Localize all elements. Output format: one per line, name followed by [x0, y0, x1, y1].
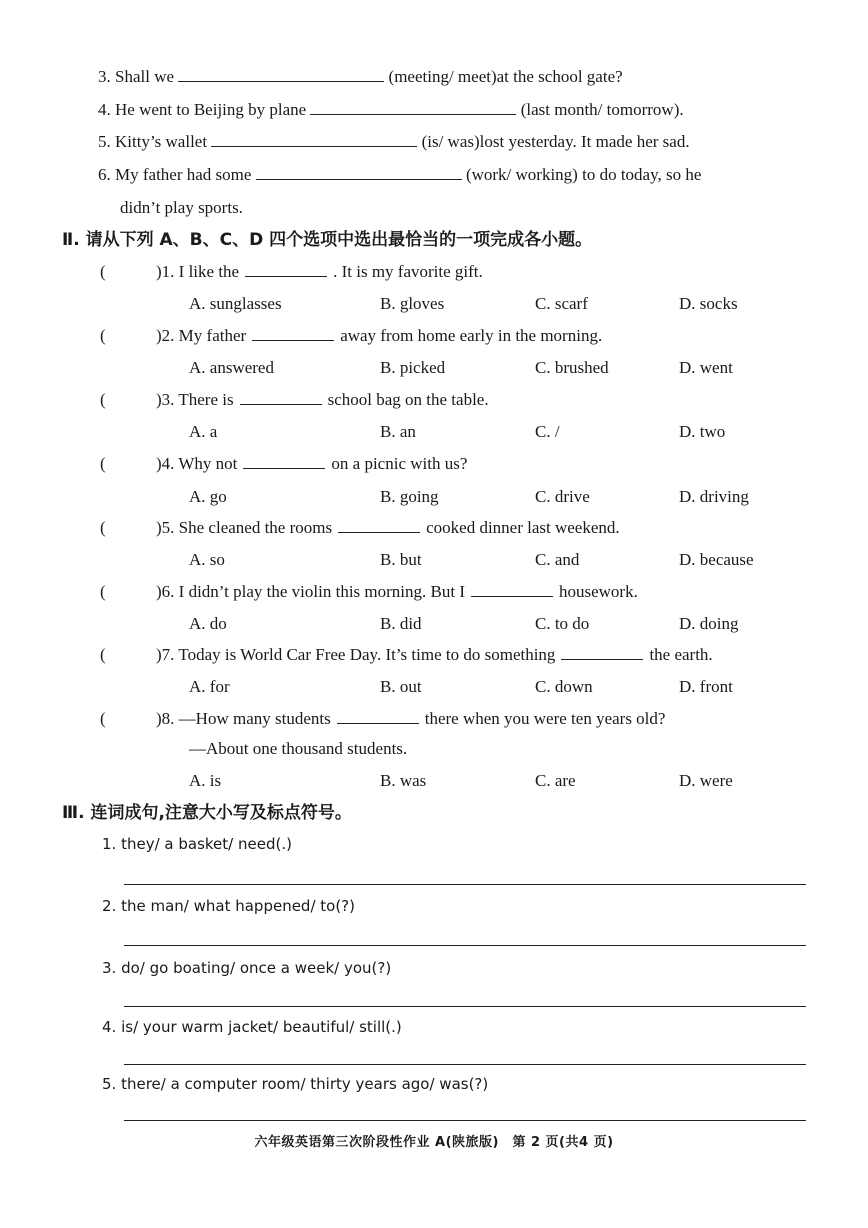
item-number: 4. — [102, 1018, 117, 1036]
answer-blank[interactable] — [178, 67, 384, 82]
answer-paren-close: ) — [156, 390, 162, 409]
option-a: A. is — [189, 771, 222, 790]
option-d: D. two — [679, 422, 726, 441]
question-number: 8. — [161, 709, 175, 728]
answer-box[interactable] — [110, 453, 154, 475]
answer-box[interactable] — [110, 708, 154, 730]
question-text-post: cooked dinner last weekend. — [426, 518, 620, 537]
question-text-post: away from home early in the morning. — [340, 326, 603, 345]
fill-item-5: 5. Kitty’s wallet (is/ was)lost yesterday. It made her sad. — [98, 132, 690, 151]
answer-blank[interactable] — [310, 100, 516, 115]
section-3-heading: Ⅲ. 连词成句,注意大小写及标点符号。 — [62, 803, 352, 823]
option-b: B. picked — [380, 358, 446, 377]
question-4 — [156, 453, 467, 475]
question-text-post: there when you were ten years old? — [424, 709, 666, 728]
option-c: C. to do — [535, 614, 590, 633]
question-text-post: on a picnic with us? — [331, 454, 468, 473]
option-c: C. down — [535, 677, 593, 696]
question-number: 2. — [161, 326, 175, 345]
option-a: A. sunglasses — [189, 294, 282, 313]
question-2 — [156, 325, 602, 347]
item-number: 3. — [102, 959, 117, 977]
question-text-post: housework. — [558, 582, 638, 601]
question-text-pre: I didn’t play the violin this morning. But I — [178, 582, 465, 601]
fill-item-6: 6. My father had some (work/ working) to do today, so he — [98, 165, 702, 184]
question-text-post: . It is my favorite gift. — [333, 262, 483, 281]
question-text-pre: There is — [178, 390, 234, 409]
option-d: D. went — [679, 358, 733, 377]
question-number: 5. — [161, 518, 175, 537]
answer-paren-open: ( — [100, 262, 106, 281]
answer-blank[interactable] — [256, 165, 462, 180]
answer-box[interactable] — [110, 517, 154, 539]
option-c: C. are — [535, 771, 576, 790]
answer-writing-line[interactable] — [124, 1006, 806, 1007]
option-d: D. front — [679, 677, 733, 696]
option-c: C. brushed — [535, 358, 609, 377]
option-d: D. socks — [679, 294, 738, 313]
answer-writing-line[interactable] — [124, 1120, 806, 1121]
answer-paren-open: ( — [100, 326, 106, 345]
option-b: B. gloves — [380, 294, 445, 313]
question-3 — [156, 389, 489, 411]
question-8 — [156, 708, 665, 730]
fill-item-4: 4. He went to Beijing by plane (last month/ tomorrow). — [98, 100, 684, 119]
answer-paren-close: ) — [156, 326, 162, 345]
answer-paren-open: ( — [100, 645, 106, 664]
scrambled-words: do/ go boating/ once a week/ you(?) — [121, 959, 392, 977]
q8-answer-line: —About one thousand students. — [189, 739, 408, 758]
option-a: A. go — [189, 487, 227, 506]
section-2-heading: Ⅱ. 请从下列 A、B、C、D 四个选项中选出最恰当的一项完成各小题。 — [62, 230, 593, 250]
scrambled-words: they/ a basket/ need(.) — [121, 835, 292, 853]
option-a: A. for — [189, 677, 230, 696]
question-text-pre: She cleaned the rooms — [178, 518, 333, 537]
reorder-item-1 — [102, 833, 292, 855]
item-number: 5. — [102, 1075, 117, 1093]
answer-box[interactable] — [110, 389, 154, 411]
option-b: B. but — [380, 550, 422, 569]
answer-box[interactable] — [110, 644, 154, 666]
question-number: 7. — [161, 645, 175, 664]
option-d: D. doing — [679, 614, 739, 633]
answer-paren-close: ) — [156, 518, 162, 537]
answer-paren-close: ) — [156, 262, 162, 281]
answer-box[interactable] — [110, 261, 154, 283]
answer-blank[interactable] — [243, 454, 325, 469]
answer-box[interactable] — [110, 581, 154, 603]
answer-blank[interactable] — [245, 262, 327, 277]
scrambled-words: there/ a computer room/ thirty years ago/ was(?) — [121, 1075, 489, 1093]
option-a: A. so — [189, 550, 225, 569]
answer-paren-close: ) — [156, 454, 162, 473]
answer-paren-close: ) — [156, 645, 162, 664]
answer-blank[interactable] — [252, 326, 334, 341]
item-number: 2. — [102, 897, 117, 915]
question-text-pre: Today is World Car Free Day. It’s time to do something — [178, 645, 556, 664]
question-number: 3. — [161, 390, 175, 409]
answer-paren-close: ) — [156, 582, 162, 601]
option-d: D. because — [679, 550, 754, 569]
question-number: 4. — [161, 454, 175, 473]
item-number: 1. — [102, 835, 117, 853]
option-b: B. was — [380, 771, 427, 790]
question-text-post: school bag on the table. — [327, 390, 489, 409]
answer-paren-close: ) — [156, 709, 162, 728]
reorder-item-5 — [102, 1073, 488, 1095]
option-b: B. out — [380, 677, 422, 696]
answer-blank[interactable] — [211, 132, 417, 147]
reorder-item-2 — [102, 895, 355, 917]
question-6 — [156, 581, 638, 603]
answer-blank[interactable] — [338, 518, 420, 533]
answer-paren-open: ( — [100, 454, 106, 473]
question-text-post: the earth. — [649, 645, 713, 664]
question-text-pre: I like the — [178, 262, 240, 281]
answer-writing-line[interactable] — [124, 945, 806, 946]
answer-paren-open: ( — [100, 390, 106, 409]
question-1 — [156, 261, 483, 283]
option-b: B. going — [380, 487, 439, 506]
scrambled-words: is/ your warm jacket/ beautiful/ still(.) — [121, 1018, 402, 1036]
option-d: D. driving — [679, 487, 749, 506]
reorder-item-3 — [102, 957, 391, 979]
answer-paren-open: ( — [100, 518, 106, 537]
answer-blank[interactable] — [337, 709, 419, 724]
answer-box[interactable] — [110, 325, 154, 347]
option-d: D. were — [679, 771, 733, 790]
option-a: A. a — [189, 422, 218, 441]
option-c: C. / — [535, 422, 560, 441]
option-a: A. do — [189, 614, 227, 633]
question-text-pre: My father — [178, 326, 247, 345]
answer-blank[interactable] — [240, 390, 322, 405]
page-footer: 六年级英语第三次阶段性作业 A(陕旅版) 第 2 页(共4 页) — [254, 1135, 614, 1150]
option-c: C. scarf — [535, 294, 588, 313]
question-7 — [156, 644, 713, 666]
option-c: C. drive — [535, 487, 590, 506]
question-text-pre: Why not — [178, 454, 238, 473]
scrambled-words: the man/ what happened/ to(?) — [121, 897, 355, 915]
option-b: B. an — [380, 422, 416, 441]
option-a: A. answered — [189, 358, 274, 377]
answer-blank[interactable] — [471, 582, 553, 597]
question-number: 1. — [161, 262, 175, 281]
question-text-pre: —How many students — [178, 709, 331, 728]
option-c: C. and — [535, 550, 580, 569]
answer-writing-line[interactable] — [124, 884, 806, 885]
reorder-item-4 — [102, 1016, 402, 1038]
fill-item-6-continuation: didn’t play sports. — [120, 198, 243, 217]
answer-writing-line[interactable] — [124, 1064, 806, 1065]
question-number: 6. — [161, 582, 175, 601]
fill-item-3: 3. Shall we (meeting/ meet)at the school gate? — [98, 67, 623, 86]
option-b: B. did — [380, 614, 422, 633]
answer-paren-open: ( — [100, 709, 106, 728]
answer-paren-open: ( — [100, 582, 106, 601]
question-5 — [156, 517, 620, 539]
answer-blank[interactable] — [561, 645, 643, 660]
